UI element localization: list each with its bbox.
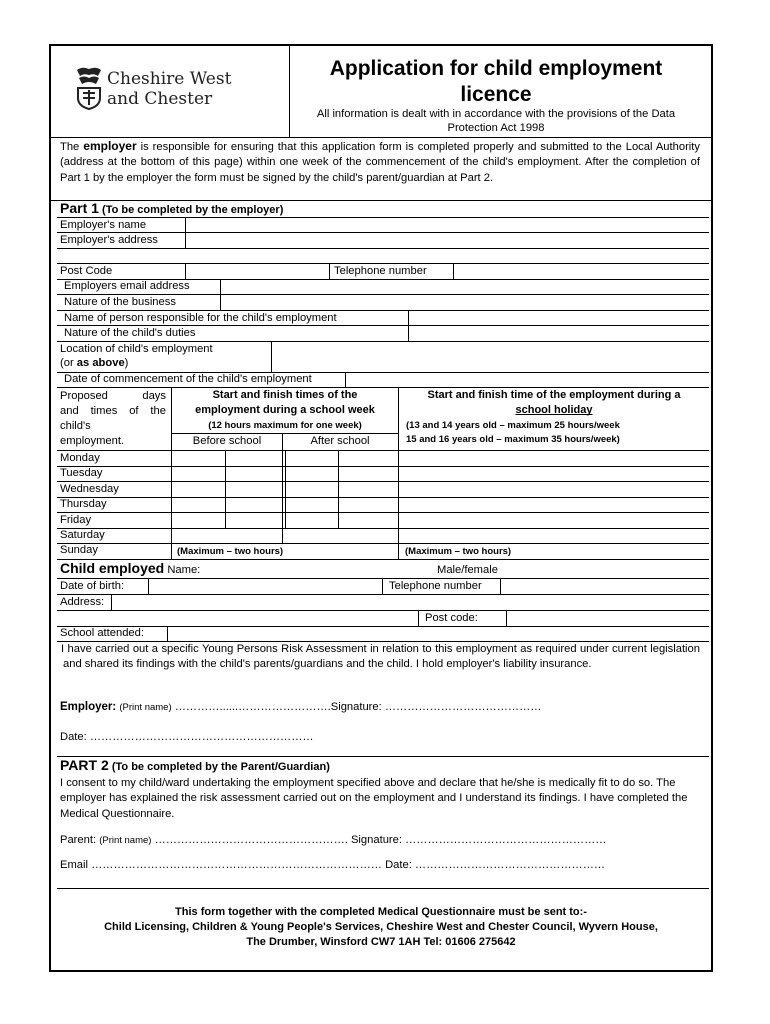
org-name-line2: and Chester xyxy=(107,89,213,109)
parent-email-field[interactable] xyxy=(95,858,405,873)
holiday-heading-3: (13 and 14 years old – maximum 25 hours/week xyxy=(406,420,620,431)
holiday-heading-4: 15 and 16 years old – maximum 35 hours/week) xyxy=(406,434,620,445)
parent-email-date-line: Email …………………………………………………………………… Date: …………………………………………… xyxy=(60,859,606,871)
address-label: Address: xyxy=(60,596,105,608)
part2-heading: PART 2 (To be completed by the Parent/Guardian) xyxy=(60,757,330,773)
before-school-label: Before school xyxy=(192,435,262,447)
footer-line3: The Drumber, Winsford CW7 1AH Tel: 01606 275642 xyxy=(246,936,516,948)
employer-date-line: Date: …………………………………………………… xyxy=(60,731,314,743)
intro-employer-bold: employer xyxy=(83,139,137,153)
child-post-code-label: Post code: xyxy=(425,612,478,624)
school-attended-label: School attended: xyxy=(60,627,144,639)
responsible-person-field[interactable] xyxy=(409,311,708,325)
holiday-heading-2: school holiday xyxy=(515,404,593,416)
day-friday: Friday xyxy=(60,514,92,526)
parent-signature-field[interactable] xyxy=(440,833,672,848)
employer-email-field[interactable] xyxy=(221,280,708,294)
employer-signature-line: Employer: (Print name) …………......…………………….Signature: …………………………………… xyxy=(60,701,542,713)
employer-print-name-field[interactable] xyxy=(186,700,352,715)
school-attended-field[interactable] xyxy=(168,627,708,640)
after-school-label: After school xyxy=(310,435,370,447)
holiday-heading-1: Start and finish time of the employment during a xyxy=(427,389,681,401)
day-thursday: Thursday xyxy=(60,498,107,510)
proposed-label: Proposed days and times of the child's employment. xyxy=(60,390,166,447)
data-protection-line2: Protection Act 1998 xyxy=(447,122,545,134)
child-heading-row xyxy=(60,562,200,577)
child-post-code-field[interactable] xyxy=(507,611,708,625)
parent-signature-line: Parent: (Print name) ……………………………………………. Signature: ……………………………………………… xyxy=(60,834,607,846)
school-week-heading-1: Start and finish times of the xyxy=(212,389,358,401)
form-title-line2: licence xyxy=(460,83,532,106)
location-label-line2: (or as above) xyxy=(60,357,129,369)
child-name-label: Name: xyxy=(167,564,201,576)
employer-telephone-field[interactable] xyxy=(454,264,708,278)
school-week-heading-2: employment during a school week xyxy=(195,404,375,416)
parent-print-name-field[interactable] xyxy=(162,833,376,848)
council-crest-icon xyxy=(74,66,104,110)
dob-label: Date of birth: xyxy=(60,580,125,592)
day-wednesday: Wednesday xyxy=(60,483,119,495)
day-tuesday: Tuesday xyxy=(60,467,103,479)
dob-field[interactable] xyxy=(149,579,382,593)
form-title-line1: Application for child employment xyxy=(329,57,663,80)
location-label-line1: Location of child's employment xyxy=(60,343,213,355)
max-school-note: (Maximum – two hours) xyxy=(177,546,284,557)
parent-date-field[interactable] xyxy=(443,858,657,873)
responsible-person-label: Name of person responsible for the child's employment xyxy=(64,312,337,324)
holiday-times-grid[interactable] xyxy=(399,451,708,542)
school-week-heading-3: (12 hours maximum for one week) xyxy=(208,420,362,431)
gender-label: Male/female xyxy=(437,564,498,576)
duties-field[interactable] xyxy=(409,326,708,340)
employer-address-label: Employer's address xyxy=(60,234,158,246)
child-name-field[interactable] xyxy=(215,562,435,577)
intro-paragraph: The employer is responsible for ensuring that this application form is completed properly and submitted to the Local Authority (address at the bottom of this page) within one week of the commencement of the child's employment. After the completion of Part 1 by the employer the form must be signed by the child's parent/guardian at Part 2. xyxy=(60,139,700,184)
footer-line1: This form together with the completed Medical Questionnaire must be sent to:- xyxy=(175,906,587,918)
duties-label: Nature of the child's duties xyxy=(64,327,196,339)
email-label: Employers email address xyxy=(64,280,190,292)
child-heading: Child employed xyxy=(60,560,165,576)
day-saturday: Saturday xyxy=(60,529,105,541)
location-field[interactable] xyxy=(272,342,708,371)
risk-assessment-declaration: I have carried out a specific Young Persons Risk Assessment in relation to this employment as required under current legislation and shared its findings with the child's parents/guardians and the child. I hold employer's liability insurance. xyxy=(61,643,700,670)
header-bottom-rule xyxy=(51,137,711,138)
footer-line2: Child Licensing, Children & Young People's Services, Cheshire West and Chester Council, Wyvern House, xyxy=(104,921,658,933)
day-sunday: Sunday xyxy=(60,544,98,556)
commencement-label: Date of commencement of the child's employment xyxy=(64,373,312,385)
parent-consent-text: I consent to my child/ward undertaking the employment specified above and declare that he/she is medically fit to do so. The employer has explained the risk assessment carried out on the employment and I understand its findings. I have completed the Medical Questionnaire. xyxy=(60,777,688,820)
employer-signature-field[interactable] xyxy=(414,700,604,715)
child-telephone-label: Telephone number xyxy=(389,580,482,592)
telephone-label: Telephone number xyxy=(334,265,427,277)
commencement-field[interactable] xyxy=(346,373,708,386)
employer-name-field[interactable] xyxy=(186,218,708,232)
part1-heading: Part 1 (To be completed by the employer) xyxy=(60,200,284,216)
council-logo xyxy=(74,66,104,110)
data-protection-line1: All information is dealt with in accordance with the provisions of the Data xyxy=(316,108,676,120)
business-label: Nature of the business xyxy=(64,296,176,308)
employer-date-field[interactable] xyxy=(92,730,358,745)
employer-name-label: Employer's name xyxy=(60,219,147,231)
child-telephone-field[interactable] xyxy=(501,579,708,593)
day-monday: Monday xyxy=(60,452,100,464)
max-holiday-note: (Maximum – two hours) xyxy=(405,546,512,557)
business-field[interactable] xyxy=(221,295,708,309)
post-code-field[interactable] xyxy=(186,264,329,278)
school-week-times-grid[interactable] xyxy=(172,451,397,542)
org-name-line1: Cheshire West xyxy=(107,69,232,89)
post-code-label: Post Code xyxy=(60,265,113,277)
